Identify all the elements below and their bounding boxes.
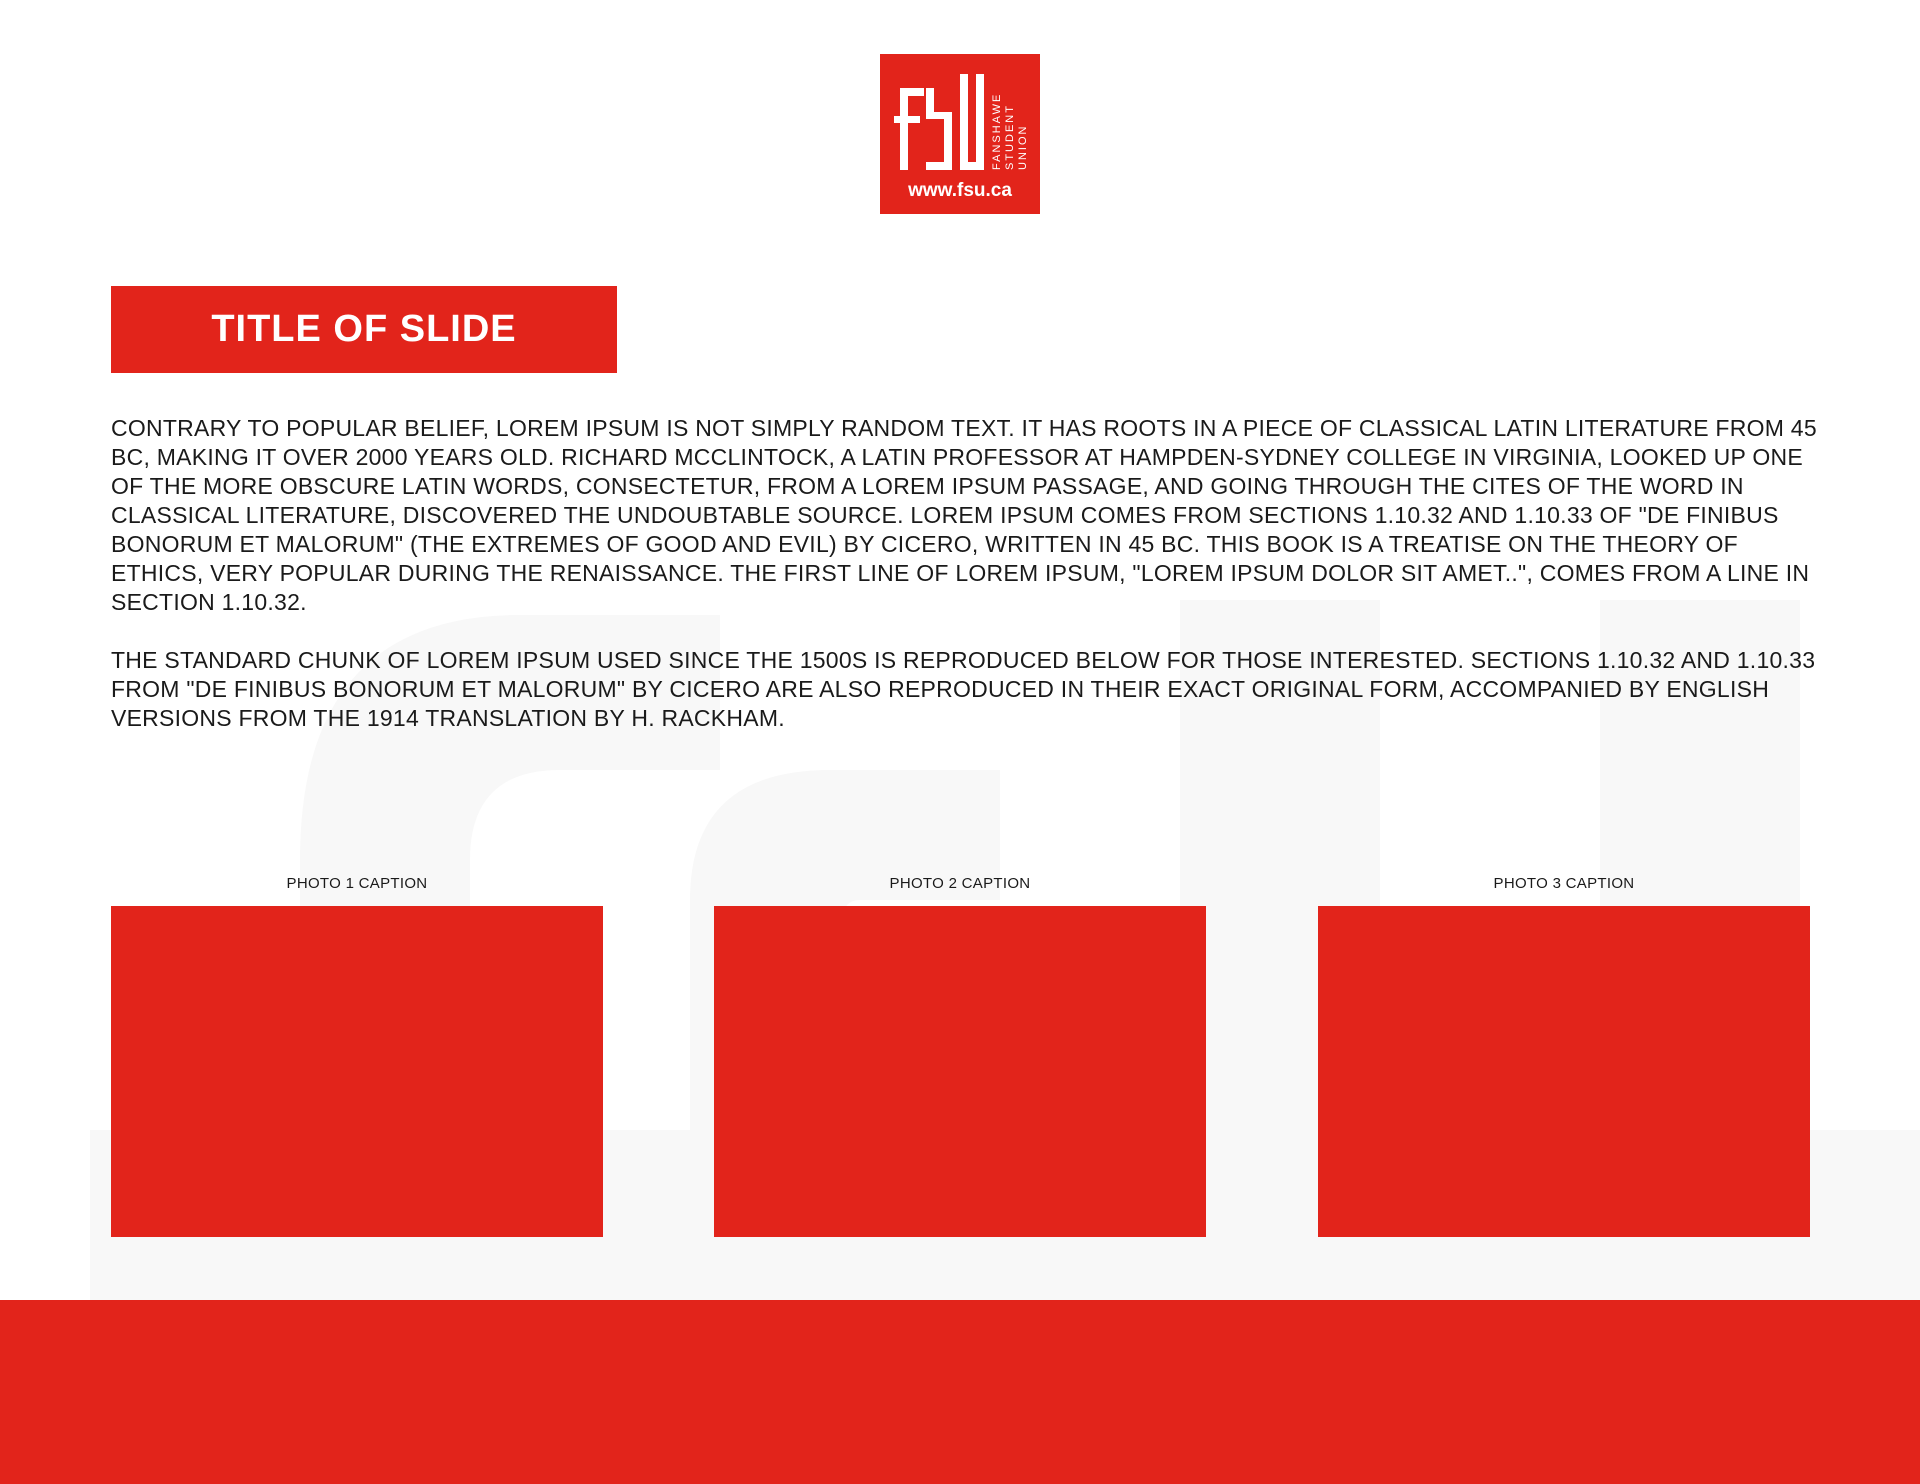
paragraph-1: CONTRARY TO POPULAR BELIEF, LOREM IPSUM IS NOT SIMPLY RANDOM TEXT. IT HAS ROOTS IN A PIECE OF CLASSICAL LATIN LITERATURE FROM 45 BC, MAKING IT OVER 2000 YEARS OLD. RICHARD MCCLINTOCK, A LATIN PROFESSOR AT HAMPDEN-SYDNEY COLLEGE IN VIRGINIA, LOOKED UP ONE OF THE MORE OBSCURE LATIN WORDS, CONSECTETUR, FROM A LOREM IPSUM PASSAGE, AND GOING THROUGH THE CITES OF THE WORD IN CLASSICAL LITERATURE, DISCOVERED THE UNDOUBTABLE SOURCE. LOREM IPSUM COMES FROM SECTIONS 1.10.32 AND 1.10.33 OF "DE FINIBUS BONORUM ET MALORUM" (THE EXTREMES OF GOOD AND EVIL) BY CICERO, WRITTEN IN 45 BC. THIS BOOK IS A TREATISE ON THE THEORY OF ETHICS, VERY POPULAR DURING THE RENAISSANCE. THE FIRST LINE OF LOREM IPSUM, "LOREM IPSUM DOLOR SIT AMET..", COMES FROM A LINE IN SECTION 1.10.32. (111, 415, 1817, 615)
logo-line-3: UNION (1017, 124, 1029, 170)
photo-2-placeholder (714, 906, 1206, 1237)
paragraph-2: THE STANDARD CHUNK OF LOREM IPSUM USED SINCE THE 1500S IS REPRODUCED BELOW FOR THOSE INTERESTED. SECTIONS 1.10.32 AND 1.10.33 FROM "DE FINIBUS BONORUM ET MALORUM" BY CICERO ARE ALSO REPRODUCED IN THEIR EXACT ORIGINAL FORM, ACCOMPANIED BY ENGLISH VERSIONS FROM THE 1914 TRANSLATION BY H. RACKHAM. (111, 647, 1816, 731)
fsu-logo (880, 54, 1040, 214)
logo-url: www.fsu.ca (908, 180, 1012, 201)
photo-3-caption: PHOTO 3 CAPTION (1493, 875, 1635, 892)
photo-2-caption: PHOTO 2 CAPTION (889, 875, 1031, 892)
photo-3-placeholder (1318, 906, 1810, 1237)
logo-line-2: STUDENT (1004, 104, 1016, 170)
body-text (111, 414, 1831, 733)
slide-title: TITLE OF SLIDE (211, 308, 517, 350)
photo-1-placeholder (111, 906, 603, 1237)
slide-title-box (111, 286, 617, 373)
footer-bar (0, 1300, 1920, 1484)
logo-line-1: FANSHAWE (991, 92, 1003, 170)
photo-1-caption: PHOTO 1 CAPTION (286, 875, 428, 892)
